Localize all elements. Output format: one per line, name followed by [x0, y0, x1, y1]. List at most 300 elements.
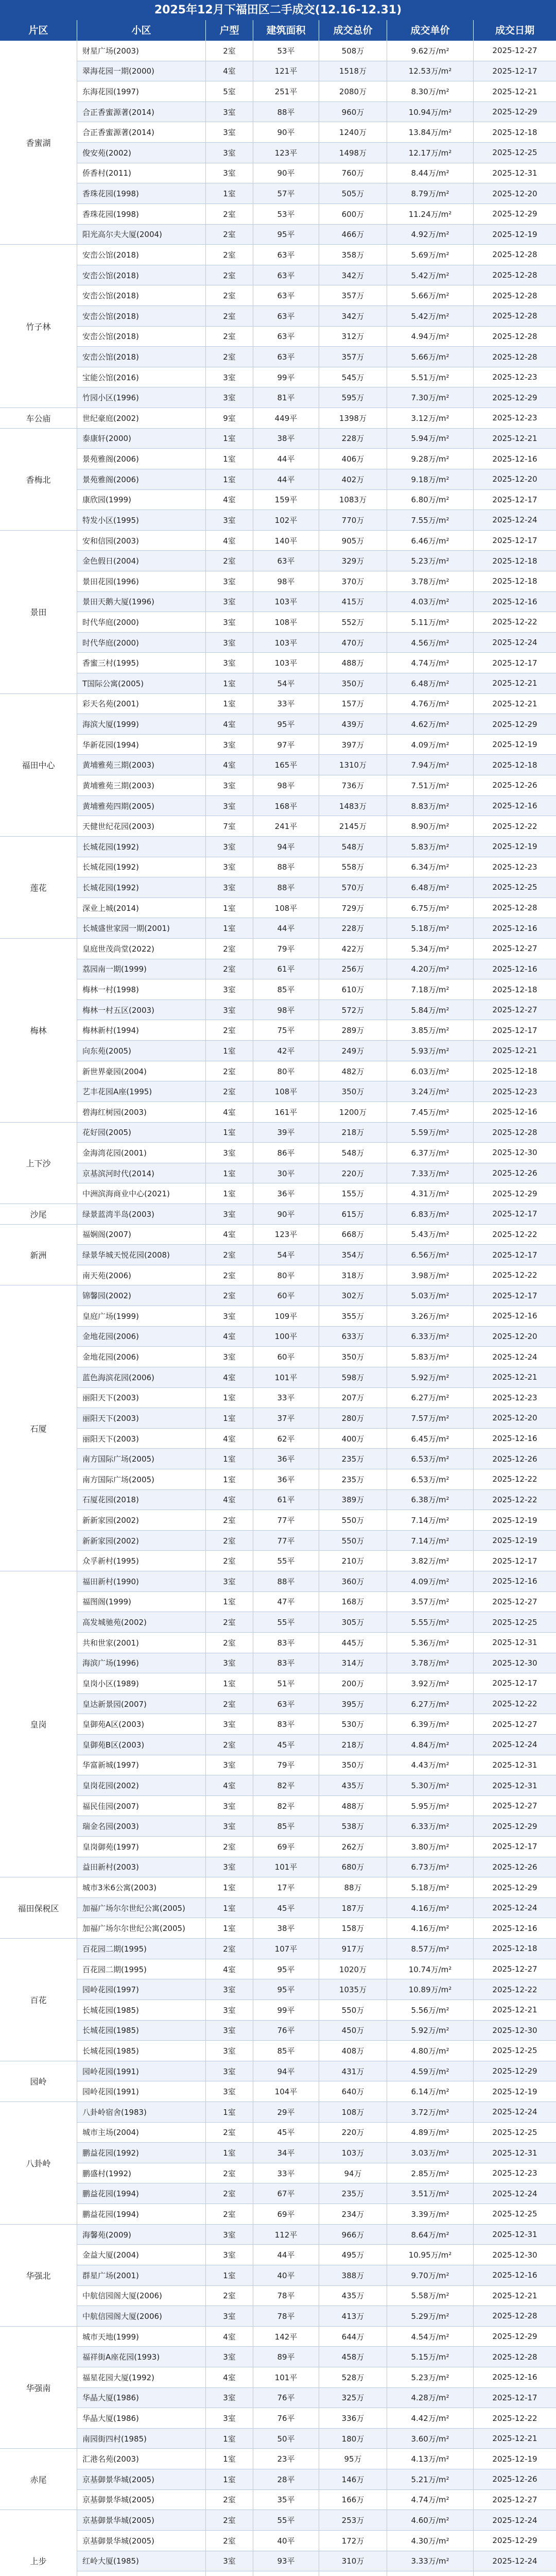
total-price-cell: 610万 [319, 979, 387, 999]
community-cell: 长城盛世家园一期(2001) [77, 918, 206, 938]
layout-cell [206, 2571, 253, 2576]
header-deal-date: 成交日期 [495, 25, 534, 36]
deal-date-cell: 2025-12-22 [492, 1495, 537, 1504]
table-row [77, 1347, 556, 1367]
layout-cell: 2室 [206, 265, 253, 285]
deal-date-cell: 2025-12-27 [492, 46, 537, 56]
community-cell: 长城花园(1985) [77, 2041, 206, 2061]
unit-price-cell: 5.23万/m² [387, 2367, 474, 2387]
total-price-cell: 350万 [319, 673, 387, 693]
layout-cell: 1室 [206, 183, 253, 204]
community-cell: 京基御景华城(2005) [77, 2469, 206, 2489]
deal-date-cell: 2025-12-28 [492, 311, 537, 321]
unit-price-cell: 6.33万/m² [387, 1816, 474, 1836]
community-cell: 荔园南一期(1999) [77, 959, 206, 979]
layout-cell: 3室 [206, 1714, 253, 1734]
community-cell: 皇岗御苑(1997) [77, 1837, 206, 1857]
layout-cell: 3室 [206, 387, 253, 408]
community-cell: 新世界豪园(2004) [77, 1061, 206, 1081]
total-price-cell: 736万 [319, 775, 387, 795]
layout-cell: 3室 [206, 2408, 253, 2428]
deal-date-cell: 2025-12-24 [492, 1352, 537, 1362]
total-price-cell: 495万 [319, 2245, 387, 2265]
area-cell: 101平 [253, 1857, 319, 1877]
table-row [77, 959, 556, 980]
total-price-cell: 389万 [319, 1490, 387, 1510]
area-cell: 90平 [253, 122, 319, 142]
area-cell: 88平 [253, 877, 319, 897]
deal-date-cell: 2025-12-21 [492, 679, 537, 688]
total-price-cell: 488万 [319, 1796, 387, 1816]
layout-cell: 2室 [206, 2183, 253, 2204]
unit-price-cell: 3.03万/m² [387, 2143, 474, 2163]
community-cell: 高发城驰苑(2002) [77, 1612, 206, 1632]
unit-price-cell: 4.94万/m² [387, 327, 474, 347]
layout-cell: 2室 [206, 2123, 253, 2143]
unit-price-cell: 4.92万/m² [387, 225, 474, 245]
area-cell: 98平 [253, 571, 319, 591]
table-row [77, 755, 556, 775]
unit-price-cell: 4.60万/m² [387, 2510, 474, 2530]
area-cell: 108平 [253, 1081, 319, 1101]
unit-price-cell: 4.74万/m² [387, 2490, 474, 2510]
area-cell: 76平 [253, 2021, 319, 2041]
area-cell: 112平 [253, 2225, 319, 2245]
community-cell: 皇御苑A区(2003) [77, 1714, 206, 1734]
layout-cell: 1室 [206, 449, 253, 469]
area-cell: 47平 [253, 1592, 319, 1612]
table-header [0, 20, 556, 41]
community-cell: 长城花园(1992) [77, 877, 206, 897]
deal-date-cell: 2025-12-28 [492, 331, 537, 341]
header-unit-price: 成交单价 [387, 20, 474, 41]
unit-price-cell: 12.17万/m² [387, 143, 474, 163]
total-price-cell: 439万 [319, 714, 387, 734]
community-cell: 京基滨河时代(2014) [77, 1163, 206, 1183]
unit-price-cell: 5.66万/m² [387, 347, 474, 367]
district-cell: 沙尾 [0, 1204, 77, 1225]
unit-price-cell: 7.51万/m² [387, 775, 474, 795]
total-price-cell: 249万 [319, 1041, 387, 1061]
unit-price-cell: 3.57万/m² [387, 1592, 474, 1612]
layout-cell: 3室 [206, 2388, 253, 2408]
area-cell [253, 2571, 319, 2576]
district-cell: 华强北 [0, 2225, 77, 2327]
layout-cell: 4室 [206, 531, 253, 551]
community-cell: 竹园小区(1996) [77, 387, 206, 408]
community-cell: 金色假日(2004) [77, 551, 206, 571]
deal-date-cell: 2025-12-29 [492, 1821, 537, 1831]
layout-cell: 1室 [206, 1469, 253, 1489]
unit-price-cell: 4.13万/m² [387, 2449, 474, 2469]
total-price-cell: 235万 [319, 1449, 387, 1469]
deal-date-cell: 2025-12-18 [492, 127, 537, 137]
unit-price-cell: 11.24万/m² [387, 204, 474, 224]
total-price-cell: 329万 [319, 551, 387, 571]
community-cell: 黄埔雅苑三期(2003) [77, 755, 206, 775]
unit-price-cell: 4.20万/m² [387, 959, 474, 979]
header-area: 建筑面积 [253, 20, 319, 41]
unit-price-cell: 5.92万/m² [387, 1367, 474, 1387]
deal-date-cell: 2025-12-29 [492, 719, 537, 729]
area-cell: 36平 [253, 1449, 319, 1469]
layout-cell: 1室 [206, 2429, 253, 2449]
deal-date-cell: 2025-12-28 [492, 291, 537, 300]
unit-price-cell: 3.51万/m² [387, 2183, 474, 2204]
area-cell: 168平 [253, 796, 319, 816]
area-cell: 108平 [253, 612, 319, 632]
deal-date-cell: 2025-12-28 [492, 2352, 537, 2362]
area-cell: 55平 [253, 1551, 319, 1571]
total-price-cell: 508万 [319, 41, 387, 61]
table-row [77, 1102, 556, 1123]
community-cell: 海滨广场(1996) [77, 1653, 206, 1673]
deal-date-cell: 2025-12-17 [492, 2393, 537, 2402]
unit-price-cell: 4.56万/m² [387, 633, 474, 653]
unit-price-cell: 5.94万/m² [387, 429, 474, 449]
layout-cell: 2室 [206, 245, 253, 265]
layout-cell: 1室 [206, 1898, 253, 1918]
area-cell: 83平 [253, 1714, 319, 1734]
total-price-cell: 598万 [319, 1367, 387, 1387]
unit-price-cell: 6.53万/m² [387, 1469, 474, 1489]
total-price-cell: 435万 [319, 2286, 387, 2306]
area-cell: 54平 [253, 673, 319, 693]
area-cell: 38平 [253, 1919, 319, 1939]
unit-price-cell: 5.93万/m² [387, 1041, 474, 1061]
area-cell: 89平 [253, 2347, 319, 2367]
deal-date-cell: 2025-12-18 [492, 577, 537, 586]
table-row [77, 1429, 556, 1449]
area-cell: 38平 [253, 429, 319, 449]
area-cell: 88平 [253, 1571, 319, 1591]
unit-price-cell: 6.48万/m² [387, 673, 474, 693]
area-cell: 103平 [253, 653, 319, 673]
community-cell: 景田花园(1996) [77, 571, 206, 591]
total-price-cell: 1020万 [319, 1959, 387, 1979]
table-row [77, 265, 556, 286]
deal-date-cell: 2025-12-17 [492, 66, 537, 76]
district-cell: 梅林 [0, 939, 77, 1123]
area-cell: 36平 [253, 1469, 319, 1489]
deal-date-cell: 2025-12-28 [492, 1127, 537, 1137]
total-price-cell: 466万 [319, 225, 387, 245]
deal-date-cell: 2025-12-24 [492, 638, 537, 648]
total-price-cell: 917万 [319, 1939, 387, 1959]
total-price-cell: 358万 [319, 245, 387, 265]
unit-price-cell: 4.74万/m² [387, 653, 474, 673]
layout-cell: 2室 [206, 551, 253, 571]
area-cell: 80平 [253, 1061, 319, 1081]
unit-price-cell: 6.45万/m² [387, 1429, 474, 1449]
table-row [77, 1877, 556, 1898]
community-cell: 海馨苑(2009) [77, 2225, 206, 2245]
community-cell: 皇岗小区(1989) [77, 1673, 206, 1693]
community-cell: 金地花园(2006) [77, 1347, 206, 1367]
total-price-cell: 558万 [319, 857, 387, 877]
district-cell: 上步 [0, 2510, 77, 2576]
total-price-cell: 220万 [319, 2123, 387, 2143]
district-cell: 竹子林 [0, 245, 77, 408]
area-cell: 109平 [253, 1306, 319, 1326]
total-price-cell: 413万 [319, 2306, 387, 2326]
layout-cell: 2室 [206, 1285, 253, 1306]
layout-cell: 2室 [206, 2510, 253, 2530]
community-cell: 福娴阁(2007) [77, 1225, 206, 1245]
table-row [77, 1469, 556, 1490]
layout-cell: 2室 [206, 1245, 253, 1265]
table-row [77, 1367, 556, 1388]
layout-cell: 2室 [206, 204, 253, 224]
unit-price-cell: 7.14万/m² [387, 1531, 474, 1551]
layout-cell: 2室 [206, 2163, 253, 2183]
unit-price-cell: 4.54万/m² [387, 2327, 474, 2347]
deal-date-cell: 2025-12-29 [492, 2066, 537, 2076]
table-row [77, 2449, 556, 2469]
area-cell: 44平 [253, 918, 319, 938]
area-cell: 29平 [253, 2102, 319, 2122]
deal-date-cell: 2025-12-28 [492, 270, 537, 280]
community-cell: 百花园二期(1995) [77, 1959, 206, 1979]
deal-date-cell: 2025-12-27 [492, 944, 537, 954]
deal-date-cell: 2025-12-24 [492, 2515, 537, 2525]
layout-cell: 3室 [206, 796, 253, 816]
total-price-cell: 1483万 [319, 796, 387, 816]
total-price-cell: 280万 [319, 1408, 387, 1428]
unit-price-cell [387, 2571, 474, 2576]
table-row [77, 1285, 556, 1306]
unit-price-cell: 7.57万/m² [387, 1408, 474, 1428]
layout-cell: 3室 [206, 1755, 253, 1775]
table-row [77, 2041, 556, 2061]
area-cell: 35平 [253, 2490, 319, 2510]
table-row [77, 1673, 556, 1694]
unit-price-cell: 4.16万/m² [387, 1919, 474, 1939]
layout-cell: 3室 [206, 2306, 253, 2326]
total-price-cell: 325万 [319, 2388, 387, 2408]
unit-price-cell: 9.28万/m² [387, 449, 474, 469]
community-cell: 财星广场(2003) [77, 41, 206, 61]
layout-cell: 2室 [206, 2286, 253, 2306]
table-row [77, 877, 556, 898]
unit-price-cell: 13.84万/m² [387, 122, 474, 142]
table-row [77, 1735, 556, 1755]
community-cell: 八卦岭宿舍(1983) [77, 2102, 206, 2122]
deal-date-cell: 2025-12-30 [492, 2250, 537, 2260]
table-row [77, 2327, 556, 2347]
community-cell: 景苑雅阁(2006) [77, 449, 206, 469]
area-cell: 44平 [253, 2245, 319, 2265]
unit-price-cell: 3.12万/m² [387, 408, 474, 428]
deal-date-cell: 2025-12-25 [492, 2209, 537, 2219]
layout-cell: 3室 [206, 2041, 253, 2061]
layout-cell: 4室 [206, 1225, 253, 1245]
total-price-cell: 388万 [319, 2265, 387, 2285]
layout-cell: 2室 [206, 306, 253, 326]
unit-price-cell: 7.55万/m² [387, 510, 474, 530]
layout-cell: 1室 [206, 2449, 253, 2469]
layout-cell: 3室 [206, 612, 253, 632]
area-cell: 101平 [253, 1367, 319, 1387]
unit-price-cell: 10.74万/m² [387, 1959, 474, 1979]
total-price-cell: 445万 [319, 1633, 387, 1653]
district-cell: 赤尾 [0, 2449, 77, 2510]
layout-cell: 2室 [206, 1551, 253, 1571]
area-cell: 30平 [253, 1163, 319, 1183]
total-price-cell: 595万 [319, 387, 387, 408]
deal-date-cell: 2025-12-26 [492, 781, 537, 790]
community-cell: 城市3米6公寓(2003) [77, 1877, 206, 1897]
community-cell: 华晶大厦(1986) [77, 2388, 206, 2408]
unit-price-cell: 8.90万/m² [387, 816, 474, 836]
table-row [77, 2490, 556, 2511]
total-price-cell: 357万 [319, 285, 387, 306]
area-cell: 63平 [253, 306, 319, 326]
deal-date-cell: 2025-12-28 [492, 903, 537, 913]
unit-price-cell: 4.59万/m² [387, 2061, 474, 2081]
deal-date-cell: 2025-12-18 [492, 985, 537, 994]
community-cell: 安峦公馆(2018) [77, 245, 206, 265]
area-cell: 98平 [253, 775, 319, 795]
community-cell: 新新家园(2002) [77, 1510, 206, 1530]
unit-price-cell: 3.39万/m² [387, 2204, 474, 2224]
community-cell: 艺丰花园A座(1995) [77, 1081, 206, 1101]
total-price-cell: 2080万 [319, 81, 387, 101]
deal-date-cell: 2025-12-22 [492, 821, 537, 831]
district-cell: 香梅北 [0, 429, 77, 531]
community-cell: 黄埔雅苑四期(2005) [77, 796, 206, 816]
layout-cell: 2室 [206, 959, 253, 979]
total-price-cell: 528万 [319, 2367, 387, 2387]
area-cell: 99平 [253, 367, 319, 387]
deal-date-cell: 2025-12-18 [492, 760, 537, 770]
table-row [77, 1919, 556, 1939]
community-cell: 侨香村(2011) [77, 163, 206, 183]
layout-cell: 4室 [206, 755, 253, 775]
area-cell: 94平 [253, 2061, 319, 2081]
table-row [77, 41, 556, 61]
deal-date-cell: 2025-12-21 [492, 1372, 537, 1382]
deal-date-cell: 2025-12-23 [492, 413, 537, 423]
table-row [77, 429, 556, 449]
area-cell: 53平 [253, 41, 319, 61]
area-cell: 95平 [253, 1979, 319, 1999]
deal-date-cell: 2025-12-20 [492, 1331, 537, 1341]
community-cell: 安和信园(2003) [77, 531, 206, 551]
table-row [77, 673, 556, 694]
deal-date-cell: 2025-12-29 [492, 2332, 537, 2342]
table-row [77, 1265, 556, 1286]
area-cell: 93平 [253, 2551, 319, 2571]
area-cell: 45平 [253, 2123, 319, 2143]
layout-cell: 4室 [206, 490, 253, 510]
area-cell: 98平 [253, 1000, 319, 1020]
community-cell: 安峦公馆(2018) [77, 327, 206, 347]
community-cell: 福民佳园(2007) [77, 1796, 206, 1816]
deal-date-cell: 2025-12-21 [492, 1046, 537, 1056]
deal-date-cell: 2025-12-17 [492, 1556, 537, 1566]
layout-cell: 2室 [206, 41, 253, 61]
table-row [77, 2225, 556, 2245]
deal-date-cell: 2025-12-17 [492, 1679, 537, 1688]
deal-date-cell: 2025-12-29 [492, 2536, 537, 2546]
deal-date-cell: 2025-12-20 [492, 474, 537, 484]
table-row [77, 837, 556, 857]
community-cell: 金海湾花园(2001) [77, 1143, 206, 1163]
deal-date-cell: 2025-12-17 [492, 1025, 537, 1035]
unit-price-cell: 6.38万/m² [387, 1490, 474, 1510]
header-community: 小区 [77, 20, 206, 41]
layout-cell: 3室 [206, 143, 253, 163]
table-row [77, 1816, 556, 1837]
table-row [77, 2123, 556, 2143]
unit-price-cell: 3.98万/m² [387, 1265, 474, 1285]
unit-price-cell: 4.16万/m² [387, 1898, 474, 1918]
area-cell: 83平 [253, 1633, 319, 1653]
community-cell: 福图阁(1999) [77, 1592, 206, 1612]
deal-date-cell: 2025-12-23 [492, 1087, 537, 1096]
area-cell: 161平 [253, 1102, 319, 1122]
table-row [77, 592, 556, 613]
unit-price-cell: 5.30万/m² [387, 1775, 474, 1795]
total-price-cell: 342万 [319, 306, 387, 326]
total-price-cell: 400万 [319, 1429, 387, 1449]
layout-cell: 1室 [206, 2102, 253, 2122]
table-row [77, 1123, 556, 1143]
table-row [77, 2061, 556, 2082]
community-cell: 翠海花园一期(2000) [77, 61, 206, 81]
table-row [77, 1163, 556, 1184]
layout-cell: 1室 [206, 898, 253, 918]
area-cell: 78平 [253, 2306, 319, 2326]
unit-price-cell: 7.33万/m² [387, 1163, 474, 1183]
table-row [77, 143, 556, 163]
total-price-cell: 94万 [319, 2163, 387, 2183]
area-cell: 140平 [253, 531, 319, 551]
layout-cell: 3室 [206, 510, 253, 530]
table-row [77, 285, 556, 306]
community-cell: 福星花园大厦(1992) [77, 2367, 206, 2387]
layout-cell: 1室 [206, 1919, 253, 1939]
total-price-cell: 905万 [319, 531, 387, 551]
deal-date-cell: 2025-12-20 [492, 189, 537, 198]
table-row [77, 204, 556, 225]
community-cell: 长城花园(1992) [77, 857, 206, 877]
total-price-cell: 960万 [319, 102, 387, 122]
area-cell: 44平 [253, 449, 319, 469]
layout-cell: 1室 [206, 1673, 253, 1693]
unit-price-cell: 5.42万/m² [387, 306, 474, 326]
deal-date-cell: 2025-12-27 [492, 1964, 537, 1974]
area-cell: 88平 [253, 102, 319, 122]
deal-date-cell: 2025-12-25 [492, 2127, 537, 2137]
layout-cell: 2室 [206, 1837, 253, 1857]
deal-date-cell: 2025-12-19 [492, 842, 537, 852]
deal-date-cell: 2025-12-31 [492, 1781, 537, 1790]
unit-price-cell: 9.18万/m² [387, 469, 474, 489]
deal-date-cell: 2025-12-28 [492, 250, 537, 260]
total-price-cell: 548万 [319, 837, 387, 857]
community-cell: 香蜜三村(1995) [77, 653, 206, 673]
deal-date-cell: 2025-12-16 [492, 1311, 537, 1321]
table-row [77, 1755, 556, 1776]
area-cell: 55平 [253, 2510, 319, 2530]
community-cell: 汇港名苑(2003) [77, 2449, 206, 2469]
unit-price-cell: 5.66万/m² [387, 285, 474, 306]
community-cell: 皇岗花园(2002) [77, 1775, 206, 1795]
table-row [77, 61, 556, 82]
deal-date-cell: 2025-12-17 [492, 658, 537, 668]
